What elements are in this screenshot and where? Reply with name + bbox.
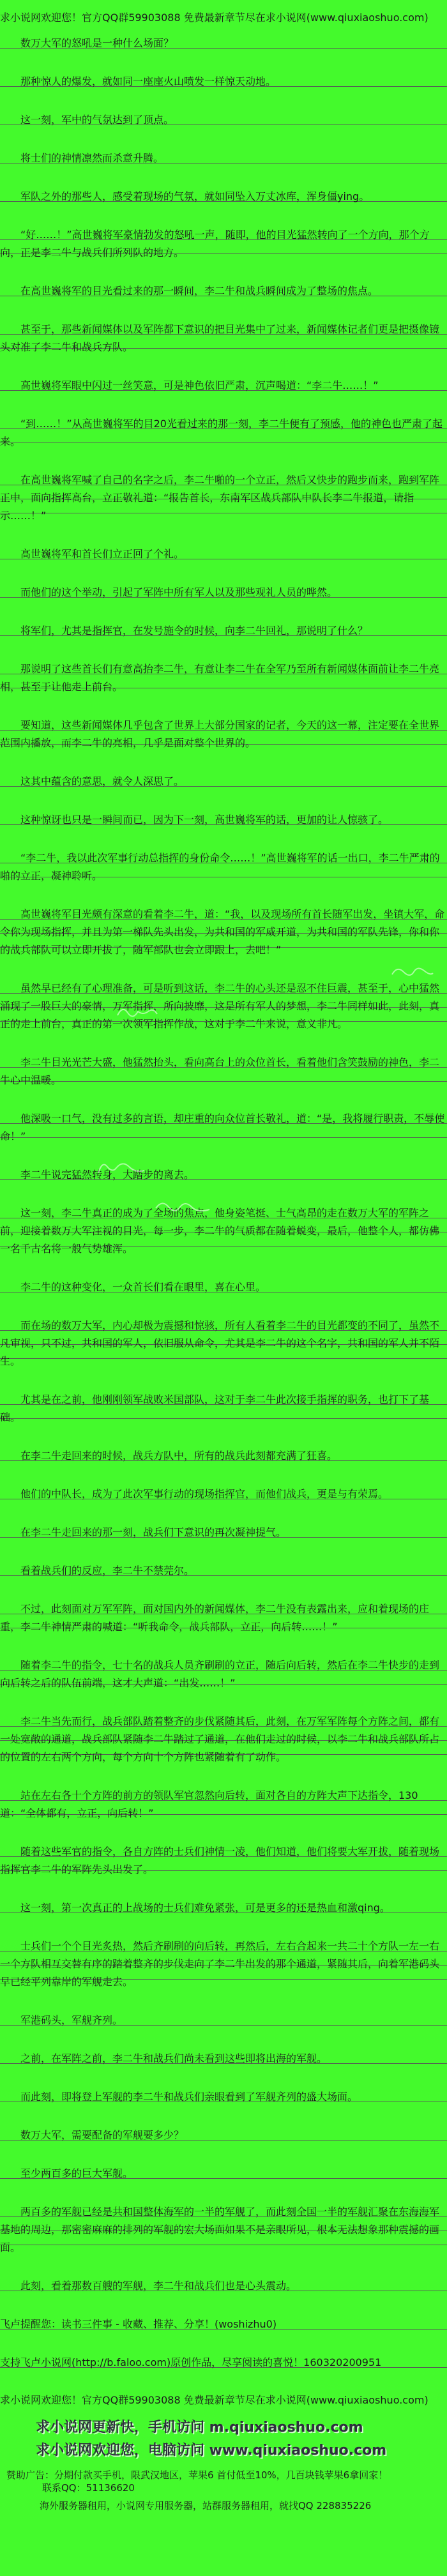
novel-paragraph: 高世巍将军目光颇有深意的看着李二牛，道：“我，以及现场所有首长随军出发，坐镇大军，命令你为现场指挥，并且为第一梯队先头出发，为共和国的军威开道，为共和国的军队先锋，你和你的战兵部队可以立即开拔了，随军部队也会立即跟上，去吧！” [0,905,447,959]
novel-paragraph: 李二牛目光光芒大盛，他猛然抬头，看向高台上的众位首长，看着他们含笑鼓励的神色，李二牛心中温暖。 [0,1054,447,1089]
novel-paragraph: 在李二牛走回来的那一刻，战兵们下意识的再次凝神提气。 [0,1524,447,1542]
novel-paragraph: 军队之外的那些人，感受着现场的气氛，就如同坠入万丈冰库，浑身僵ying。 [0,188,447,206]
novel-paragraph: 飞卢提醒您：读书三件事 - 收藏、推荐、分享！(woshizhu0) [0,2315,447,2333]
footer-mobile-site-line: 求小说网更新快，手机访问 m.qiuxiaoshuo.com [36,2420,363,2436]
novel-paragraph: 高世巍将军和首长们立正回了个礼。 [0,545,447,563]
novel-paragraph: 尤其是在之前，他刚刚领军战败米国部队，这对于李二牛此次接手指挥的职务，也打下了基础。 [0,1391,447,1427]
footer-welcome-notice: 求小说网欢迎您！官方QQ群59903088 免费最新章节尽在求小说网(www.qiuxiaoshuo.com) [0,2394,428,2406]
novel-paragraph: 至少两百多的巨大军舰。 [0,2165,447,2183]
novel-paragraph: 两百多的军舰已经是共和国整体海军的一半的军舰了，而此刻全国一半的军舰汇聚在东海海军基地的周边，那密密麻麻的排列的军舰的宏大场面如果不是亲眼所见，根本无法想象那种震撼的画面。 [0,2203,447,2257]
novel-paragraph: 数万大军，需要配备的军舰要多少？ [0,2126,447,2144]
novel-paragraph: 这一刻，军中的气氛达到了顶点。 [0,111,447,129]
novel-paragraph: 看着战兵们的反应，李二牛不禁莞尔。 [0,1562,447,1580]
novel-paragraph: 他们的中队长，成为了此次军事行动的现场指挥官，而他们战兵，更是与有荣焉。 [0,1485,447,1503]
novel-paragraph: 要知道，这些新闻媒体几乎包含了世界上大部分国家的记者，今天的这一幕，注定要在全世界范围内播放，而李二牛的亮相，几乎是面对整个世界的。 [0,716,447,752]
novel-paragraph: 在李二牛走回来的时候，战兵方队中，所有的战兵此刻都充满了狂喜。 [0,1447,447,1465]
novel-reader-page [0,9,447,2517]
novel-paragraph: 站在左右各十个方阵的前方的领队军官忽然向后转，面对各自的方阵大声下达指令，130道：“全体都有，立正，向后转！” [0,1787,447,1822]
novel-paragraph: 士兵们一个个目光炙热，然后齐刷刷的向后转，再然后，左右合起来一共二十个方队一左一右一个方队相互交替有序的踏着整齐的步伐走向了李二牛出发的那个通道，紧随其后，向着军港码头早已经平列靠岸的军舰走去。 [0,1937,447,1991]
novel-paragraph: 李二牛的这种变化，一众首长们看在眼里，喜在心里。 [0,1278,447,1296]
novel-paragraph: 此刻，看着那数百艘的军舰，李二牛和战兵们也是心头震动。 [0,2277,447,2295]
novel-paragraph: 数万大军的怒吼是一种什么场面？ [0,34,447,52]
novel-paragraph: “到……！”从高世巍将军的目20光看过来的那一刻，李二牛便有了预感，他的神色也严肃了起来。 [0,415,447,451]
novel-paragraph: 之前，在军阵之前，李二牛和战兵们尚未看到这些即将出海的军舰。 [0,2050,447,2068]
footer-contact-qq: 联系QQ：51136620 [42,2482,135,2494]
novel-paragraph: 而在场的数万大军，内心却极为震撼和惊骇，所有人看着李二牛的目光都变的不同了，虽然不凡审视，只不过，共和国的军人，依旧服从命令，尤其是李二牛的这个名字，共和国的军人并不陌生。 [0,1317,447,1370]
page-footer [0,2392,447,2517]
site-header-notice: 求小说网欢迎您！官方QQ群59903088 免费最新章节尽在求小说网(www.qiuxiaoshuo.com) [0,11,428,24]
novel-paragraph: 这其中蕴含的意思，就令人深思了。 [0,773,447,791]
footer-pc-site-line: 求小说网欢迎您，电脑访问 www.qiuxiaoshuo.com [36,2443,387,2459]
novel-paragraph: 虽然早已经有了心理准备，可是听到这话，李二牛的心头还是忍不住巨震，甚至于，心中猛然涌现了一股巨大的豪情，万军指挥，所向披靡，这是所有军人的梦想，李二牛同样如此，此刻，真正的走上前台，真正的第一次领军指挥作战，这对于李二牛来说，意义非凡。 [0,980,447,1033]
novel-paragraph: 李二牛当先而行，战兵部队踏着整齐的步伐紧随其后，此刻，在万军军阵每个方阵之间，都有一处宽敞的通道，战兵部队紧随李二牛踏过了通道，在他们走过的时候，以李二牛和战兵部队所占的位置的左右两个方向，每个方向十个方阵也紧随着有了动作。 [0,1713,447,1766]
novel-paragraph: 那种惊人的爆发，就如同一座座火山喷发一样惊天动地。 [0,73,447,91]
novel-paragraph: 支持飞卢小说网(http://b.faloo.com)原创作品，尽享阅读的喜悦！160320200951 [0,2354,447,2372]
novel-paragraph: 这种惊讶也只是一瞬间而已，因为下一刻，高世巍将军的话，更加的让人惊骇了。 [0,811,447,829]
novel-paragraph: “好……！”高世巍将军豪情勃发的怒吼一声，随即，他的目光猛然转向了一个方向，那个方向，正是李二牛与战兵们所列队的地方。 [0,226,447,262]
novel-paragraph: 将士们的神情凛然而杀意升腾。 [0,149,447,167]
novel-paragraph: 将军们，尤其是指挥官，在发号施令的时候，向李二牛回礼，那说明了什么？ [0,622,447,640]
novel-paragraph: 那说明了这些首长们有意高抬李二牛，有意让李二牛在全军乃至所有新闻媒体面前让李二牛亮相，甚至于让他走上前台。 [0,660,447,696]
novel-paragraph: 在高世巍将军的目光看过来的那一瞬间，李二牛和战兵瞬间成为了整场的焦点。 [0,282,447,300]
novel-paragraph: 军港码头，军舰齐列。 [0,2012,447,2029]
novel-paragraph: 而此刻，即将登上军舰的李二牛和战兵们亲眼看到了军舰齐列的盛大场面。 [0,2088,447,2106]
novel-paragraph: 随着李二牛的指令，七十名的战兵人员齐刷刷的立正，随后向后转，然后在李二牛快步的走到向后转之后的队伍前端，这才大声道：“出发……！” [0,1656,447,1692]
novel-paragraph: 这一刻，李二牛真正的成为了全场的焦点，他身姿笔挺、士气高昂的走在数万大军的军阵之前，迎接着数万大军注视的目光，每一步，李二牛的气质都在随着蜕变，最后，他整个人，都仿佛一名千古名将一般气势雄浑。 [0,1204,447,1258]
footer-sponsor-ad: 赞助广告：分期付款买手机，限武汉地区，苹果6 首付低至10%，几百块钱苹果6拿回家！ [6,2469,388,2481]
footer-server-ad: 海外服务器租用，小说网专用服务器，站群服务器租用，就找QQ 228835226 [40,2500,372,2512]
novel-paragraph: 随着这些军官的指令，各自方阵的士兵们神情一凌，他们知道，他们将要大军开拔，随着现场指挥官李二牛的军阵先头出发了。 [0,1843,447,1879]
novel-paragraph: 甚至于，那些新闻媒体以及军阵都下意识的把目光集中了过来，新闻媒体记者们更是把摄像镜头对准了李二牛和战兵方队。 [0,321,447,356]
novel-paragraph: 这一刻，第一次真正的上战场的士兵们难免紧张，可是更多的还是热血和激qing。 [0,1899,447,1917]
novel-paragraph: 李二牛说完猛然转身，大踏步的离去。 [0,1166,447,1184]
chapter-content [0,34,447,2372]
novel-paragraph: 不过，此刻面对万军军阵，面对国内外的新闻媒体，李二牛没有表露出来，应和着现场的庄重，李二牛神情严肃的喊道：“听我命令，战兵部队，立正，向后转……！” [0,1600,447,1636]
novel-paragraph: “李二牛，我以此次军事行动总指挥的身份命令……！”高世巍将军的话一出口，李二牛严肃的啪的立正，凝神聆听。 [0,849,447,885]
novel-paragraph: 他深吸一口气，没有过多的言语，却庄重的向众位首长敬礼，道：“是，我将履行职责，不辱使命！” [0,1110,447,1146]
novel-paragraph: 而他们的这个举动，引起了军阵中所有军人以及那些观礼人员的哗然。 [0,584,447,602]
novel-paragraph: 高世巍将军眼中闪过一丝笑意，可是神色依旧严肃，沉声喝道：“李二牛……！” [0,377,447,395]
novel-paragraph: 在高世巍将军喊了自己的名字之后，李二牛啪的一个立正，然后又快步的跑步而来，跑到军阵正中，面向指挥高台，立正敬礼道：“报告首长，东南军区战兵部队中队长李二牛报道，请指示……！” [0,471,447,525]
